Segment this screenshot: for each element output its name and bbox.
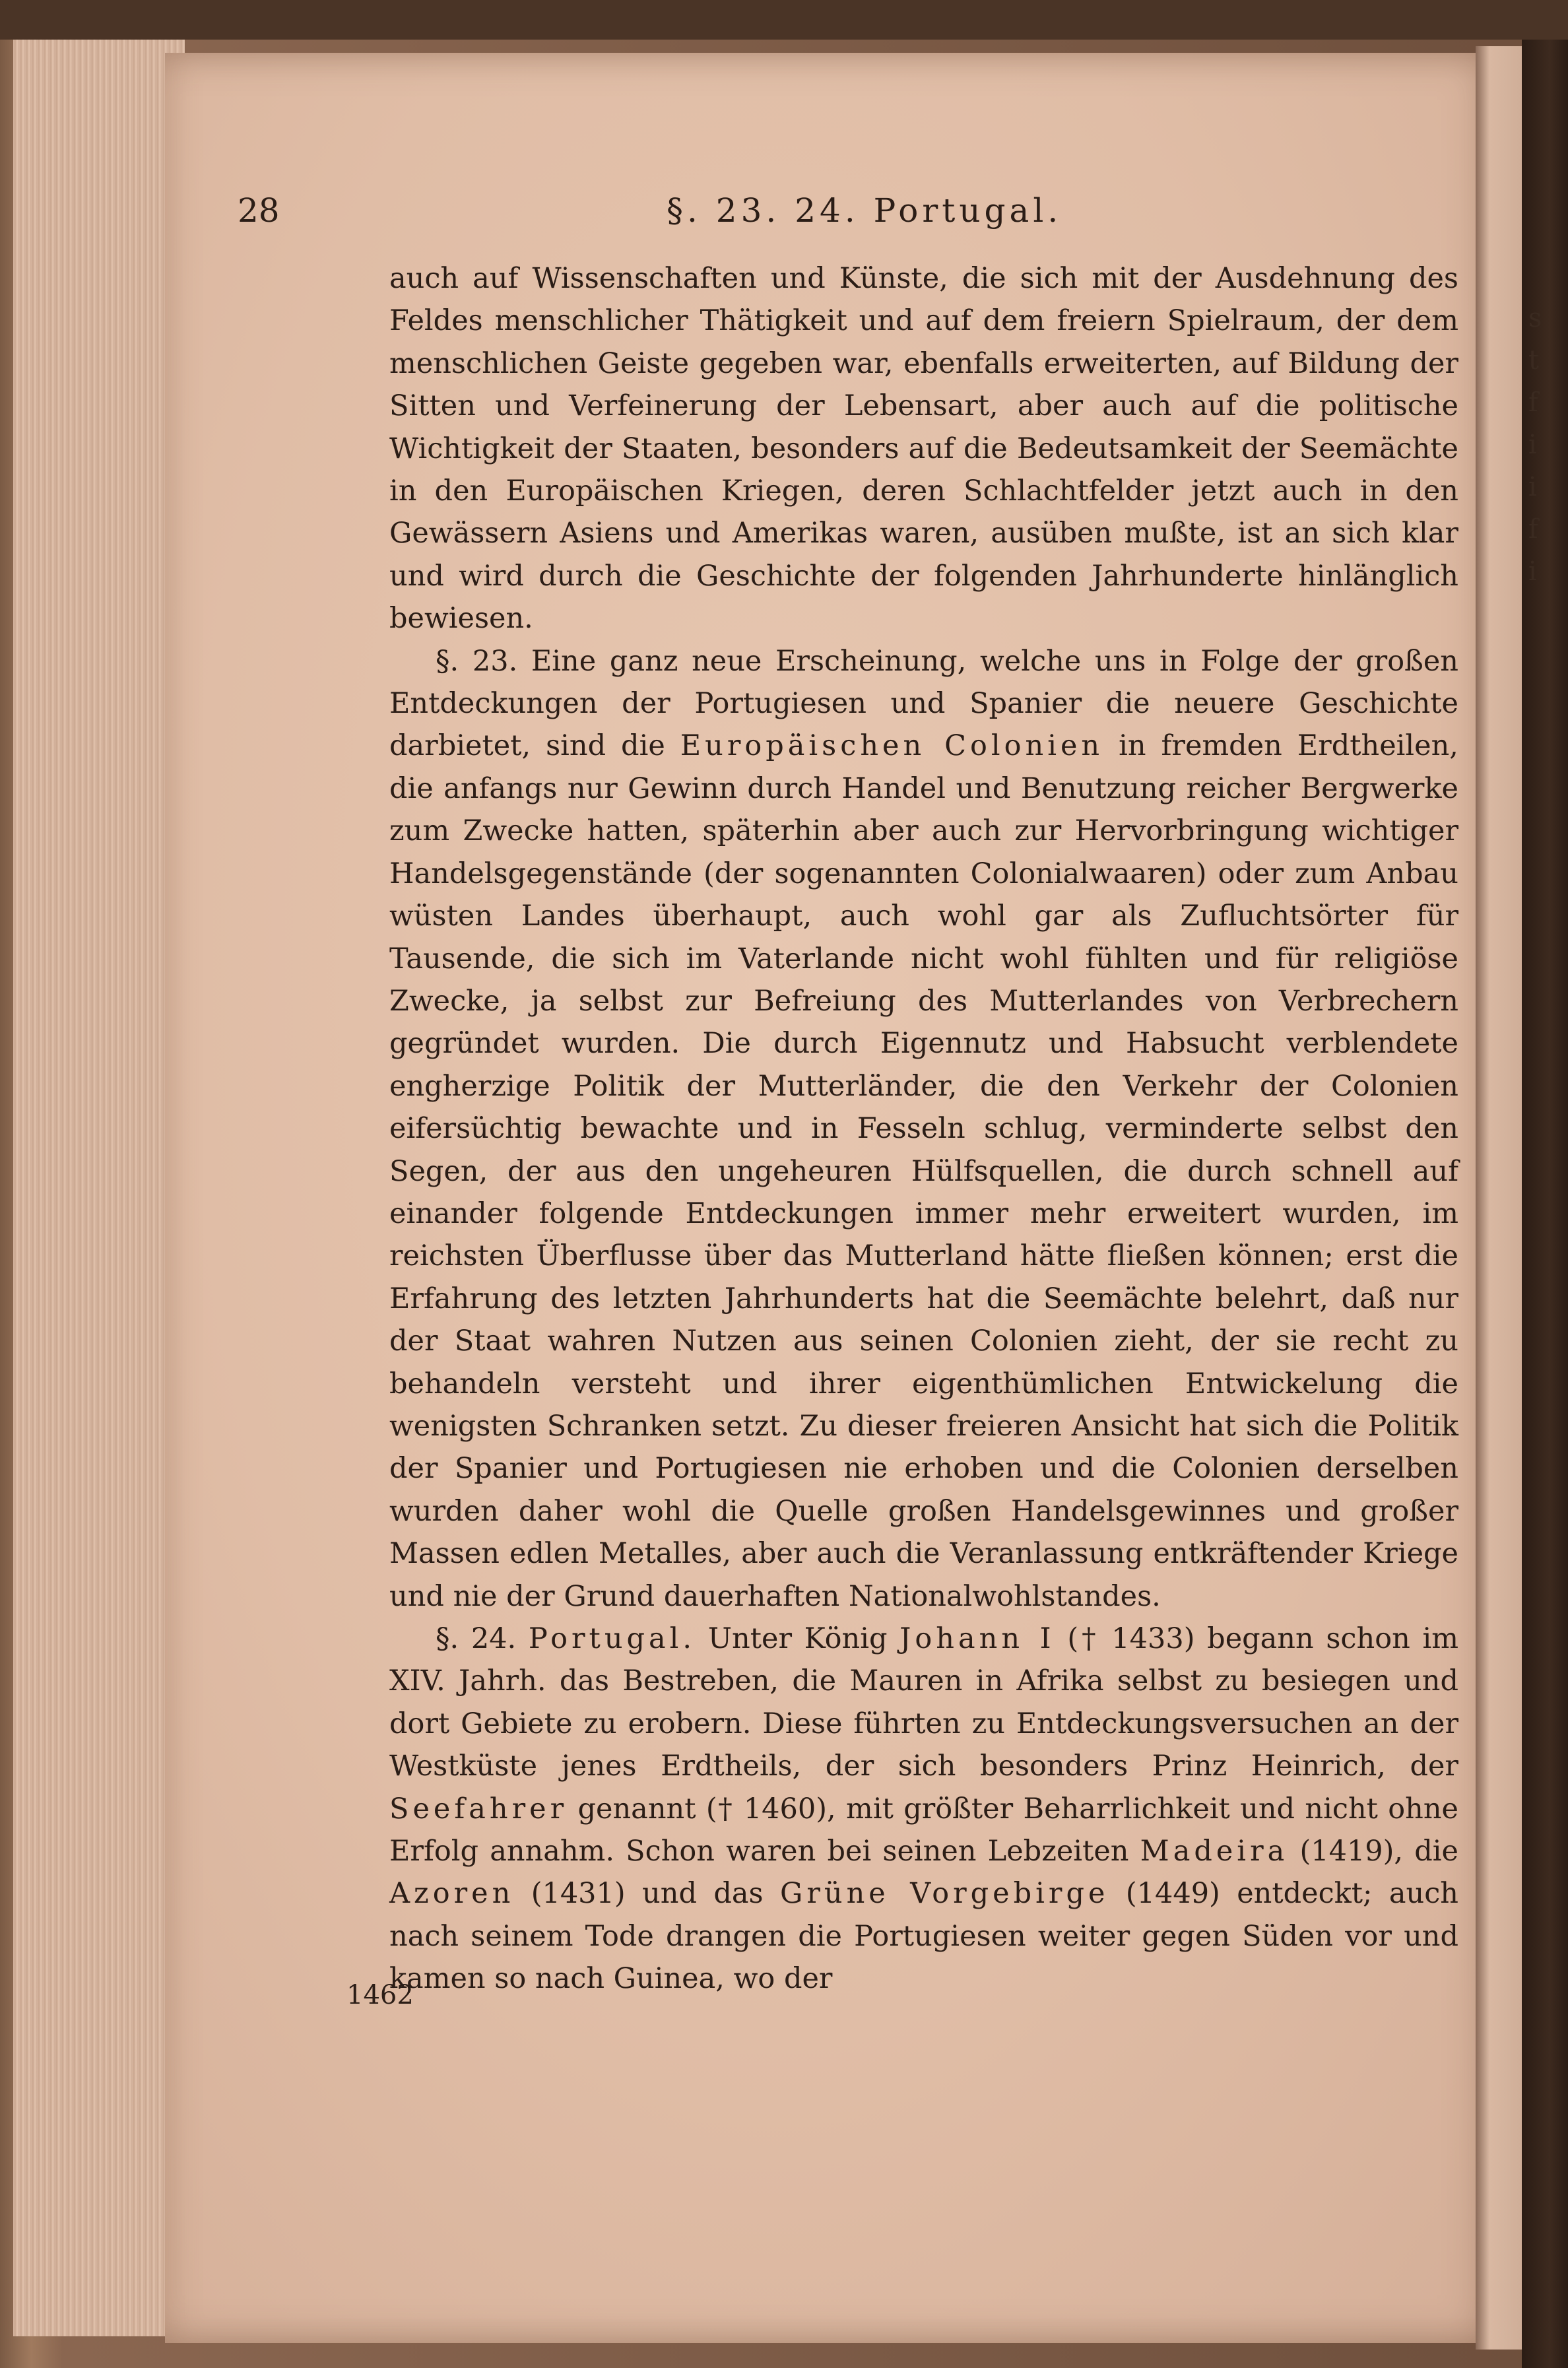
p2-emphasis: Europäischen Colonien bbox=[680, 729, 1104, 763]
fragment-letter: i bbox=[1528, 472, 1537, 502]
p3-text-6: (1449) entdeckt; auch nach seinem Tode drangen die Portugiesen weiter gegen Süden vor und kamen so nach Guinea, wo der bbox=[389, 1877, 1459, 1996]
paragraph-2 bbox=[389, 640, 1458, 1618]
p3-place-azoren: Azoren bbox=[389, 1877, 515, 1911]
page-edges bbox=[13, 40, 185, 2336]
p3-section: §. 24. bbox=[436, 1622, 517, 1655]
p3-name-seefahrer: Seefahrer bbox=[389, 1792, 568, 1825]
body-text bbox=[389, 257, 1458, 2000]
fragment-letter: f bbox=[1528, 514, 1538, 544]
fragment-letter: t bbox=[1528, 345, 1540, 376]
page-number: 28 bbox=[238, 191, 280, 230]
p2-rest: in fremden Erdtheilen, die anfangs nur Gewinn durch Handel und Benutzung reicher Bergwerke zum Zwecke hatten, späterhin aber auch zur Hervorbringung wichtiger Handelsgegenstände (der sogenannten Colonialwaaren) oder zum Anbau wüsten Landes überhaupt, auch wohl gar als Zufluchtsörter für Tausende, die sich im Vaterlande nicht wohl fühlten und für religiöse Zwecke, ja selbst zur Befreiung des Mutterlandes von Verbrechern gegründet wurden. Die durch Eigennutz und Habsucht verblendete engherzige Politik der Mutterländer, die den Verkehr der Colonien eifersüchtig bewachte und in Fesseln schlug, verminderte selbst den Segen, der aus den ungeheuren Hülfsquellen, die durch schnell auf einander folgende Entdeckungen immer mehr erweitert wurden, im reichsten Überflusse über das Mutterland hätte fließen können; erst die Erfahrung des letzten Jahrhunderts hat die Seemächte belehrt, daß nur der Staat wahren Nutzen aus seinen Colonien zieht, der sie recht zu behandeln versteht und ihrer eigenthümlichen Entwickelung die wenigsten Schranken setzt. Zu dieser freieren Ansicht hat sich die Politik der Spanier und Portugiesen nie erhoben und die Colonien derselben wurden daher wohl die Quelle großen Handelsgewinnes und großer Massen edlen Metalles, aber auch die Veranlassung entkräftender Kriege und nie der Grund dauerhaften Nationalwohlstandes. bbox=[389, 729, 1458, 1613]
fragment-letter: f bbox=[1528, 387, 1538, 418]
p3-title: Portugal. bbox=[528, 1622, 696, 1655]
facing-page-fragments bbox=[1528, 297, 1555, 593]
p3-text-2: († 1433) begann schon im XIV. Jahrh. das Bestreben, die Mauren in Afrika selbst zu besiegen und dort Gebiete zu erobern. Diese führten zu Entdeckungsversuchen an der Westküste jenes Erdtheils, der sich besonders Prinz Heinrich, der bbox=[389, 1622, 1458, 1783]
p3-text-3: genannt († 1460), mit größter Beharrlichkeit und nicht ohne Erfolg annahm. Schon waren bei seinen Lebzeiten bbox=[389, 1792, 1458, 1868]
p3-place-madeira: Madeira bbox=[1140, 1835, 1289, 1868]
p3-name-johann: Johann I bbox=[899, 1622, 1055, 1655]
margin-year-note: 1462 bbox=[346, 1980, 414, 2010]
running-head: §. 23. 24. Portugal. bbox=[667, 191, 1062, 230]
fragment-letter: s bbox=[1528, 303, 1542, 333]
paragraph-3 bbox=[389, 1618, 1458, 2000]
fragment-letter: i bbox=[1528, 556, 1537, 587]
p2-lead: §. 23. Eine ganz neue Erscheinung, welche uns in Folge der großen Entdeckungen der Portugiesen und Spanier die neuere Geschichte darbietet, sind die bbox=[389, 644, 1458, 763]
p3-text-1: Unter König bbox=[707, 1622, 888, 1655]
p3-text-4: (1419), die bbox=[1299, 1835, 1459, 1868]
p3-text-5: (1431) und das bbox=[531, 1877, 764, 1911]
p3-place-vorgebirge: Grüne Vorgebirge bbox=[779, 1877, 1109, 1911]
facing-page-edge bbox=[1476, 46, 1522, 2350]
paragraph-1: auch auf Wissenschaften und Künste, die sich mit der Ausdehnung des Feldes menschlicher Thätigkeit und auf dem freiern Spielraum, der dem menschlichen Geiste gegeben war, ebenfalls erweiterten, auf Bildung der Sitten und Verfeinerung der Lebensart, aber auch auf die politische Wichtigkeit der Staaten, besonders auf die Bedeutsamkeit der Seemächte in den Europäischen Kriegen, deren Schlachtfelder jetzt auch in den Gewässern Asiens und Amerikas waren, ausüben mußte, ist an sich klar und wird durch die Geschichte der folgenden Jahrhunderte hinlänglich bewiesen. bbox=[389, 262, 1458, 636]
fragment-letter: i bbox=[1528, 430, 1537, 460]
page-header bbox=[238, 191, 1458, 244]
